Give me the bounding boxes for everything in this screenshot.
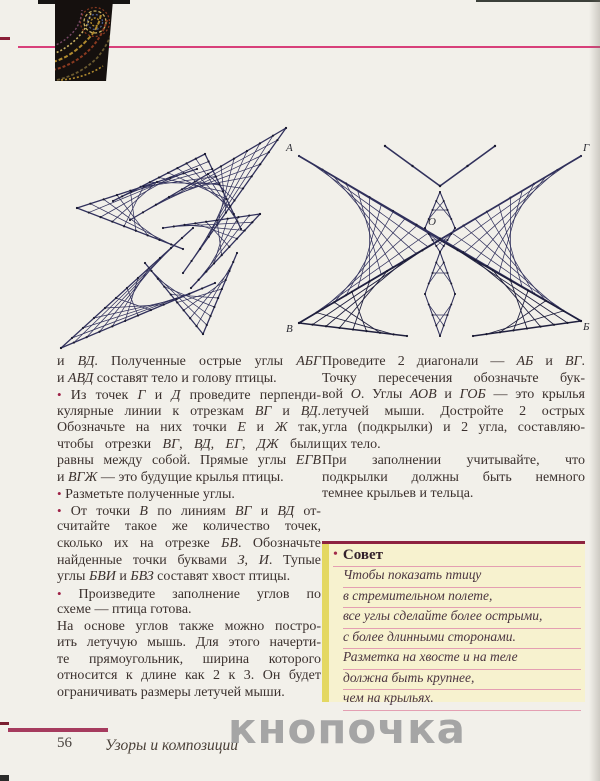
tip-box-lines bbox=[322, 567, 585, 711]
footer-maroon-line bbox=[8, 728, 108, 732]
page-number: 56 bbox=[57, 735, 72, 751]
tip-line: должна быть крупнее, bbox=[343, 670, 581, 691]
tip-box bbox=[322, 541, 585, 705]
bullet-icon: • bbox=[57, 502, 62, 518]
text-line: • Из точек Г и Д проведите перпенди- bbox=[57, 387, 321, 404]
bat-string-art-diagram bbox=[285, 140, 595, 350]
bat-label-v: В bbox=[286, 323, 293, 335]
text-line: ограничивать размеры летучей мыши. bbox=[57, 684, 285, 700]
text-line: подкрылки должны быть немного bbox=[322, 469, 585, 485]
bat-label-b: Б bbox=[583, 321, 590, 333]
tip-line: Разметка на хвосте и на теле bbox=[343, 649, 581, 670]
bat-label-g: Г bbox=[583, 142, 590, 154]
watermark-text: кнопочка bbox=[228, 704, 466, 753]
page-edge-shadow bbox=[589, 0, 600, 781]
text-line: схеме — птица готова. bbox=[57, 602, 192, 618]
tip-line: все углы сделайте более острыми, bbox=[343, 608, 581, 629]
decorative-ornament-block bbox=[55, 0, 113, 81]
text-line: Проведите 2 диагонали — АБ и ВГ. bbox=[322, 354, 585, 369]
footer-section-title: Узоры и композиции bbox=[105, 737, 239, 754]
text-line: те прямоугольник, ширина которого bbox=[57, 651, 321, 667]
text-line: относится к длине как 2 к 3. Он будет bbox=[57, 668, 321, 684]
text-line: кулярные линии к отрезкам ВГ и ВД. bbox=[57, 403, 322, 419]
text-line: вой О. Углы АОВ и ГОБ — это крылья bbox=[322, 387, 585, 403]
tip-box-yellow-stripe bbox=[322, 544, 329, 702]
text-line: и ВГЖ — это будущие крылья птицы. bbox=[57, 469, 284, 485]
tip-line: в стремительном полете, bbox=[343, 588, 581, 609]
text-line: • От точки В по линиям ВГ и ВД от- bbox=[57, 502, 321, 519]
text-line: угла (подкрылки) и 2 угла, составляю- bbox=[322, 420, 585, 436]
text-line: считайте такое же количество точек, bbox=[57, 519, 321, 535]
bullet-icon: • bbox=[57, 585, 62, 601]
text-line: сколько их на отрезке БВ. Обозначьте bbox=[57, 536, 322, 552]
header-rule-cap bbox=[0, 37, 10, 40]
bat-string-art-canvas bbox=[285, 140, 595, 350]
text-line: углы БВИ и БВЗ составят хвост птицы. bbox=[57, 569, 291, 585]
text-line: летучей мыши. Достройте 2 острых bbox=[322, 403, 585, 419]
text-line: темнее крыльев и тельца. bbox=[322, 486, 474, 502]
bullet-icon: • bbox=[57, 486, 62, 502]
text-line: щих тело. bbox=[322, 436, 381, 452]
tip-box-title: Совет bbox=[342, 547, 383, 563]
text-line: и АВД составят тело и голову птицы. bbox=[57, 370, 277, 386]
text-line: При заполнении учитывайте, что bbox=[322, 453, 585, 469]
corner-mark bbox=[0, 775, 9, 781]
text-line: • Произведите заполнение углов по bbox=[57, 585, 321, 602]
top-right-trim-line bbox=[476, 0, 600, 2]
text-line: На основе углов также можно постро- bbox=[57, 618, 321, 634]
tip-box-header bbox=[333, 544, 581, 567]
text-line: найденные точки буквами З, И. Тупые bbox=[57, 552, 322, 568]
text-line: Точку пересечения обозначьте бук- bbox=[322, 370, 585, 386]
tip-bullet-icon: • bbox=[333, 547, 338, 562]
text-line: Обозначьте на них точки Е и Ж так, bbox=[57, 420, 321, 436]
bullet-icon: • bbox=[57, 387, 62, 403]
text-line: равны между собой. Прямые углы ЕГВ bbox=[57, 453, 321, 469]
right-text-column bbox=[322, 354, 585, 503]
text-line: и ВД. Полученные острые углы АБГ bbox=[57, 354, 322, 369]
footer-rule-cap bbox=[0, 722, 9, 725]
text-line: ить летучую мышь. Для этого начерти- bbox=[57, 635, 321, 651]
text-line: • Разметьте полученные углы. bbox=[57, 486, 235, 503]
tip-line: с более длинными сторонами. bbox=[343, 629, 581, 650]
tip-line: Чтобы показать птицу bbox=[343, 567, 581, 588]
bat-label-o: О bbox=[428, 216, 436, 228]
text-line: чтобы отрезки ВГ, ВД, ЕГ, ДЖ были bbox=[57, 436, 322, 452]
tip-line: чем на крыльях. bbox=[343, 690, 581, 711]
left-text-column bbox=[57, 354, 321, 701]
ornament-swirls-art bbox=[55, 0, 113, 81]
bat-label-a: А bbox=[286, 142, 293, 154]
